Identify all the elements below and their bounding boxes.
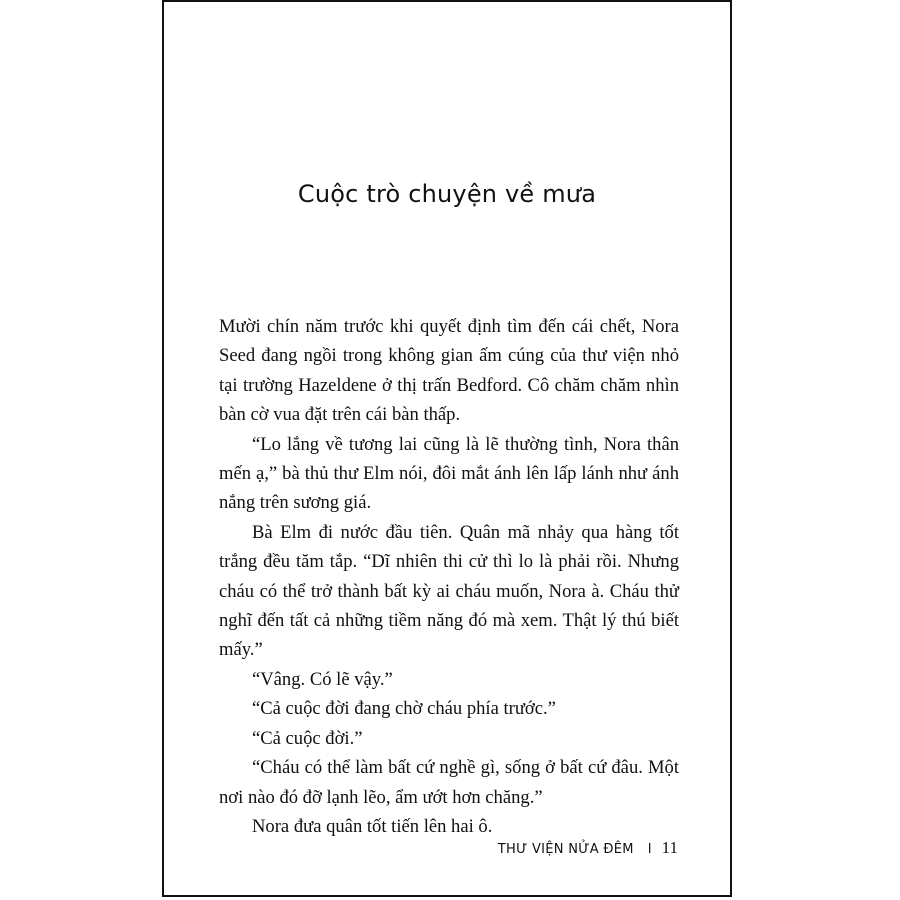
paragraph: “Cháu có thể làm bất cứ nghề gì, sống ở bất cứ đâu. Một nơi nào đó đỡ lạnh lẽo, ẩm ướt hơn chăng.” [219,757,679,808]
paragraph: “Cả cuộc đời đang chờ cháu phía trước.” [252,698,556,720]
chapter-title: Cuộc trò chuyện về mưa [297,180,597,208]
paragraph: Nora đưa quân tốt tiến lên hai ô. [252,815,493,837]
footer-separator: I [647,842,652,857]
running-title: THƯ VIỆN NỬA ĐÊM [497,842,634,857]
page-number: 11 [661,838,678,857]
book-page [162,0,732,897]
chapter-body [219,312,679,841]
paragraph: “Vâng. Có lẽ vậy.” [252,668,393,690]
paragraph: Mười chín năm trước khi quyết định tìm đến cái chết, Nora Seed đang ngồi trong không gian ấm cúng của thư viện nhỏ tại trường Hazeldene ở thị trấn Bedford. Cô chăm chăm nhìn bàn cờ vua đặt trên cái bàn thấp. [219,316,679,426]
page-footer [498,838,678,858]
paragraph: “Cả cuộc đời.” [252,727,363,749]
paragraph: Bà Elm đi nước đầu tiên. Quân mã nhảy qua hàng tốt trắng đều tăm tắp. “Dĩ nhiên thi cử thì lo là phải rồi. Nhưng cháu có thể trở thành bất kỳ ai cháu muốn, Nora à. Cháu thử nghĩ đến tất cả những tiềm năng đó mà xem. Thật lý thú biết mấy.” [219,521,679,661]
paragraph: “Lo lắng về tương lai cũng là lẽ thường tình, Nora thân mến ạ,” bà thủ thư Elm nói, đôi mắt ánh lên lấp lánh như ánh nắng trên sương giá. [219,433,679,514]
